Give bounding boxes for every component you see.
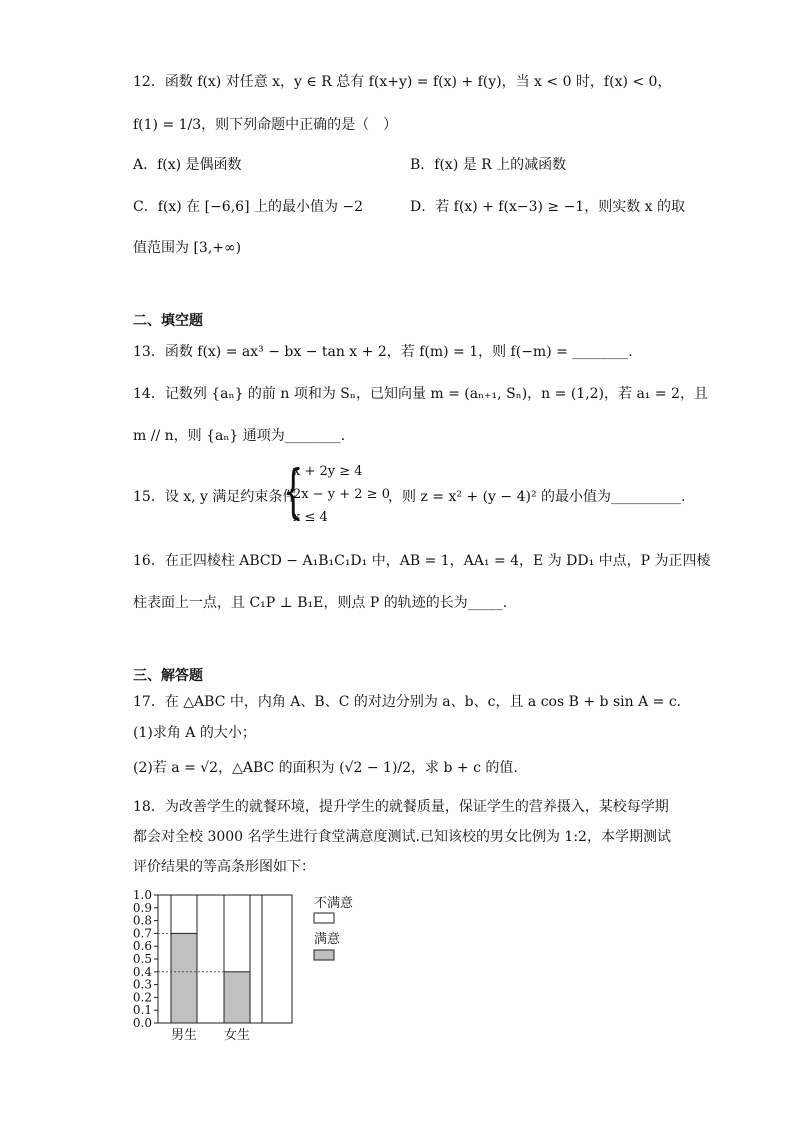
q13-text: 13．函数 f(x) = ax³ − bx − tan x + 2，若 f(m) = 1，则 f(−m) = ________.: [133, 344, 633, 360]
q16-line2: 柱表面上一点，且 C₁P ⊥ B₁E，则点 P 的轨迹的长为_____.: [133, 595, 508, 611]
q18-line1: 18．为改善学生的就餐环境，提升学生的就餐质量，保证学生的营养摄入，某校每学期: [133, 799, 669, 815]
q17-part2: (2)若 a = √2，△ABC 的面积为 (√2 − 1)/2，求 b + c 的值.: [133, 760, 518, 776]
q15-constraint-2: 2x − y + 2 ≥ 0: [293, 487, 390, 502]
q12-option-a: A．f(x) 是偶函数: [133, 157, 242, 173]
section-answer-title: 三、解答题: [133, 668, 203, 684]
q15-constraint-3: x ≤ 4: [293, 510, 328, 525]
q14-line2: m // n，则 {aₙ} 通项为________.: [133, 428, 346, 444]
q14-line1: 14．记数列 {aₙ} 的前 n 项和为 Sₙ，已知向量 m = (aₙ₊₁, Sₙ)，n = (1,2)，若 a₁ = 2，且: [133, 386, 708, 402]
q18-line2: 都会对全校 3000 名学生进行食堂满意度测试.已知该校的男女比例为 1:2，本学期测试: [133, 829, 671, 845]
q12-option-d-cont: 值范围为 [3,+∞): [133, 240, 242, 256]
y-tick-label: 0.3: [132, 977, 152, 992]
legend-label-unsatisfied: 不满意: [314, 896, 354, 911]
y-tick-label: 0.1: [132, 1003, 152, 1018]
q12-stem-line2: f(1) = 1/3，则下列命题中正确的是（ ）: [133, 117, 398, 133]
q12-option-c: C．f(x) 在 [−6,6] 上的最小值为 −2: [133, 199, 364, 215]
x-category-label: 女生: [223, 1028, 251, 1043]
y-tick-label: 0.5: [132, 952, 152, 966]
y-tick-label: 0.9: [132, 900, 152, 915]
q12-option-d: D．若 f(x) + f(x−3) ≥ −1，则实数 x 的取: [410, 199, 686, 215]
satisfaction-bar-chart: [122, 885, 362, 1045]
legend-swatch-satisfied: [314, 950, 334, 960]
q17-part1: (1)求角 A 的大小；: [133, 725, 256, 741]
q17-line1: 17．在 △ABC 中，内角 A、B、C 的对边分别为 a、b、c，且 a cos B + b sin A = c．: [133, 694, 691, 710]
q15-constraint-1: x + 2y ≥ 4: [293, 464, 363, 479]
y-tick-label: 0.7: [132, 926, 152, 941]
y-tick-label: 0.8: [132, 913, 152, 928]
bar-satisfied: [171, 933, 197, 1023]
q15-constraint-system: [283, 457, 393, 528]
y-tick-label: 0.0: [132, 1016, 152, 1030]
y-tick-label: 0.4: [132, 964, 152, 979]
q15-suffix: ，则 z = x² + (y − 4)² 的最小值为__________.: [388, 489, 686, 505]
section-fill-in-title: 二、填空题: [133, 313, 203, 329]
y-tick-label: 0.2: [132, 990, 152, 1005]
q15-prefix: 15．设 x, y 满足约束条件: [133, 489, 297, 505]
q12-option-b: B．f(x) 是 R 上的减函数: [410, 157, 567, 173]
legend-label-satisfied: 满意: [314, 932, 341, 947]
x-category-label: 男生: [170, 1028, 198, 1043]
bar-satisfied: [224, 972, 250, 1023]
legend-swatch-unsatisfied: [314, 913, 334, 923]
brace-symbol: {: [283, 457, 304, 525]
q12-stem-line1: 12．函数 f(x) 对任意 x，y ∈ R 总有 f(x+y) = f(x) + f(y)，当 x < 0 时，f(x) < 0，: [133, 74, 672, 90]
y-tick-label: 1.0: [132, 888, 152, 902]
q18-line3: 评价结果的等高条形图如下：: [133, 859, 315, 875]
q16-line1: 16．在正四棱柱 ABCD − A₁B₁C₁D₁ 中，AB = 1，AA₁ = 4，E 为 DD₁ 中点，P 为正四棱: [133, 553, 711, 569]
y-tick-label: 0.6: [132, 939, 152, 954]
